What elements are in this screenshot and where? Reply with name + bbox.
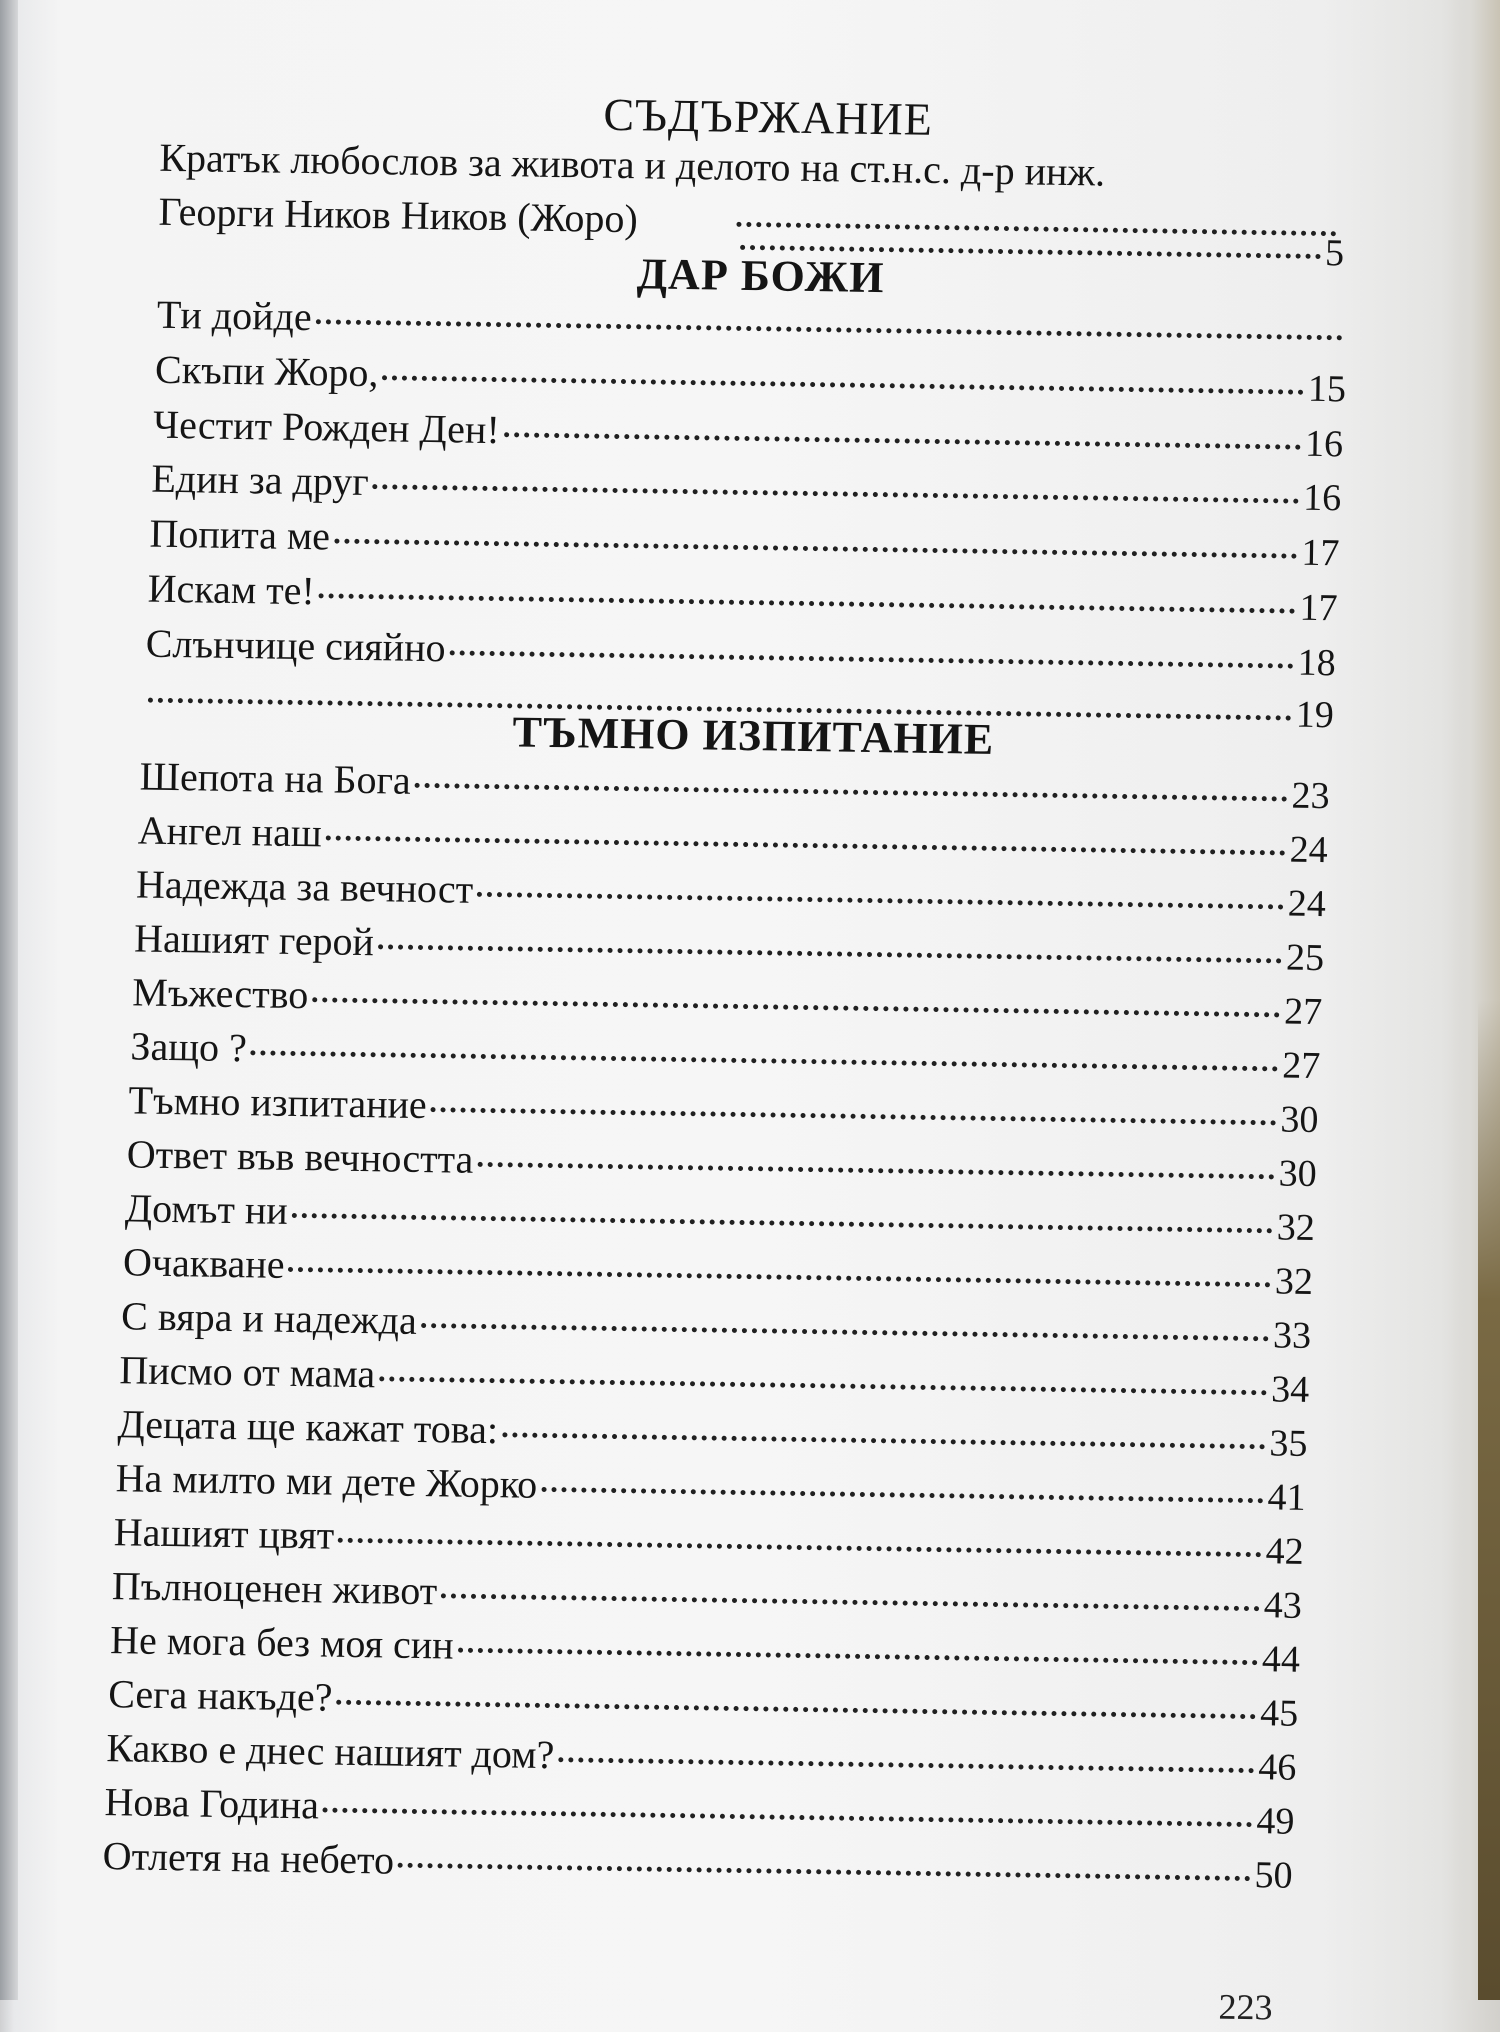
toc-entry-page: 18 [1297,641,1336,685]
toc-entry-title: Мъжество [131,969,309,1018]
toc-entry-page: 46 [1257,1746,1297,1789]
leader-dots [504,432,1301,450]
toc-entry-title: Защо ? [130,1023,248,1071]
leader-dots [251,1050,1279,1071]
toc-entry-title: На милто ми дете Жорко [115,1455,538,1507]
leader-dots [558,1757,1254,1773]
toc-entry-page: 27 [1283,990,1323,1034]
toc-entry-page: 17 [1299,586,1338,630]
toc-entry-page: 19 [1295,693,1335,737]
section-heading-tamno-izpitanie: ТЪМНО ИЗПИТАНИЕ [512,707,995,764]
toc-entry-title: Ответ във вечността [126,1131,474,1182]
leader-dots [336,1700,1256,1719]
toc-entry-title: Нашият герой [133,915,375,965]
toc-entry-title: Попита ме [149,510,331,559]
toc-entry-title: Сега накъде? [107,1671,333,1720]
leader-dots [398,1863,1251,1881]
toc-entry-page: 16 [1304,422,1344,466]
toc-entry-page: 30 [1278,1152,1317,1196]
toc-entry-page: 25 [1285,936,1325,980]
section-heading-dar-bozhi: ДАР БОЖИ [636,249,885,303]
toc-entry-page: 41 [1267,1476,1306,1519]
leader-dots [334,539,1297,559]
toc-entry-title: Не мога без моя син [109,1617,454,1668]
toc-entry-page: 50 [1254,1854,1293,1897]
leader-dots [382,375,1304,394]
toc-entry-title: Ангел наш [137,807,323,856]
intro-title-line-1: Кратък любослов за живота и делото на ст.н.с. д-р инж. [159,134,1106,195]
leader-dots [316,319,1343,340]
toc-entry-page: 35 [1269,1422,1308,1465]
page-number: 223 [1218,1986,1273,2028]
leader-dots [288,1267,1270,1287]
leader-dots [312,997,1280,1017]
toc-entry-page: 43 [1263,1584,1303,1627]
leader-dots [415,783,1288,802]
toc-entry-page: 34 [1270,1368,1310,1411]
toc-entry-page: 17 [1301,531,1340,575]
leader-dots [323,1808,1253,1828]
toc-entry-page: 32 [1276,1206,1316,1250]
toc-entry-title: С вяра и надежда [120,1293,418,1343]
toc-entry-title: Шепота на Бога [139,753,412,803]
toc-entry-title: Какво е днес нашият дом? [106,1725,555,1778]
toc-entry [155,346,1347,412]
toc-entry-title: Домът ни [124,1185,289,1233]
toc-entry-page: 24 [1287,882,1327,926]
toc-entry-title: Ти дойде [156,291,313,340]
toc-entry-title: Слънчице сияйно [145,620,446,671]
leader-dots [326,835,1286,855]
toc-entry [145,620,1336,686]
leader-dots [421,1323,1269,1341]
toc-entry-title: Нова Година [104,1779,320,1828]
toc-entry-title: Честит Рожден Ден! [152,401,501,453]
toc-entry-page: 23 [1291,774,1330,818]
toc-entry [102,1832,1293,1898]
leader-dots [441,1593,1260,1611]
leader-dots [379,1376,1267,1395]
leader-dots [477,1162,1274,1180]
leader-dots [373,484,1300,504]
leader-dots [431,1107,1277,1125]
toc-entry [147,565,1338,631]
toc-entry-page: 33 [1272,1314,1312,1357]
toc-entry-title: Надежда за вечност [135,861,474,912]
toc-entry-title: Писмо от мама [119,1347,376,1397]
leader-dots [378,944,1282,963]
leader-dots [541,1487,1263,1503]
toc-entry-title: Отлетя на небето [102,1833,395,1883]
leader-dots [458,1648,1258,1666]
toc-entry-page: 15 [1307,367,1347,411]
toc-entry-page: 32 [1274,1260,1314,1303]
toc-entry-title: Пълноценен живот [111,1563,438,1614]
toc-entry-page: 30 [1280,1098,1319,1142]
intro-title-line-2: Георги Ников Ников (Жоро) [158,188,639,242]
leader-dots [502,1432,1265,1449]
leader-dots [338,1538,1262,1558]
toc-entry-title: Един за друг [151,455,370,505]
intro-page-number: 5 [1324,232,1345,275]
toc-entry-title: Скъпи Жоро, [154,346,379,396]
contents-heading: СЪДЪРЖАНИЕ [603,88,934,145]
toc-entry-page: 49 [1256,1800,1295,1843]
leader-dots [319,593,1296,613]
leader-dots [292,1213,1273,1233]
toc-entry-page: 24 [1289,828,1329,872]
toc-entry-title: Тъмно изпитание [128,1077,428,1128]
toc-entry-page: 45 [1259,1692,1299,1735]
toc-entry [151,455,1342,521]
toc-entry-title: Нашият цвят [113,1509,335,1558]
toc-entry [149,510,1340,576]
toc-entry-title: Децата ще кажат това: [117,1401,499,1453]
toc-entry-title: Искам те! [147,565,316,614]
leader-dots [477,892,1284,910]
toc-entry-title: Очакване [122,1239,285,1287]
toc-entry-page: 44 [1261,1638,1301,1681]
leader-dots [449,650,1293,668]
toc-entry-page: 16 [1302,476,1342,520]
toc-entry-page: 27 [1281,1044,1321,1088]
toc-entry-page: 42 [1265,1530,1305,1573]
